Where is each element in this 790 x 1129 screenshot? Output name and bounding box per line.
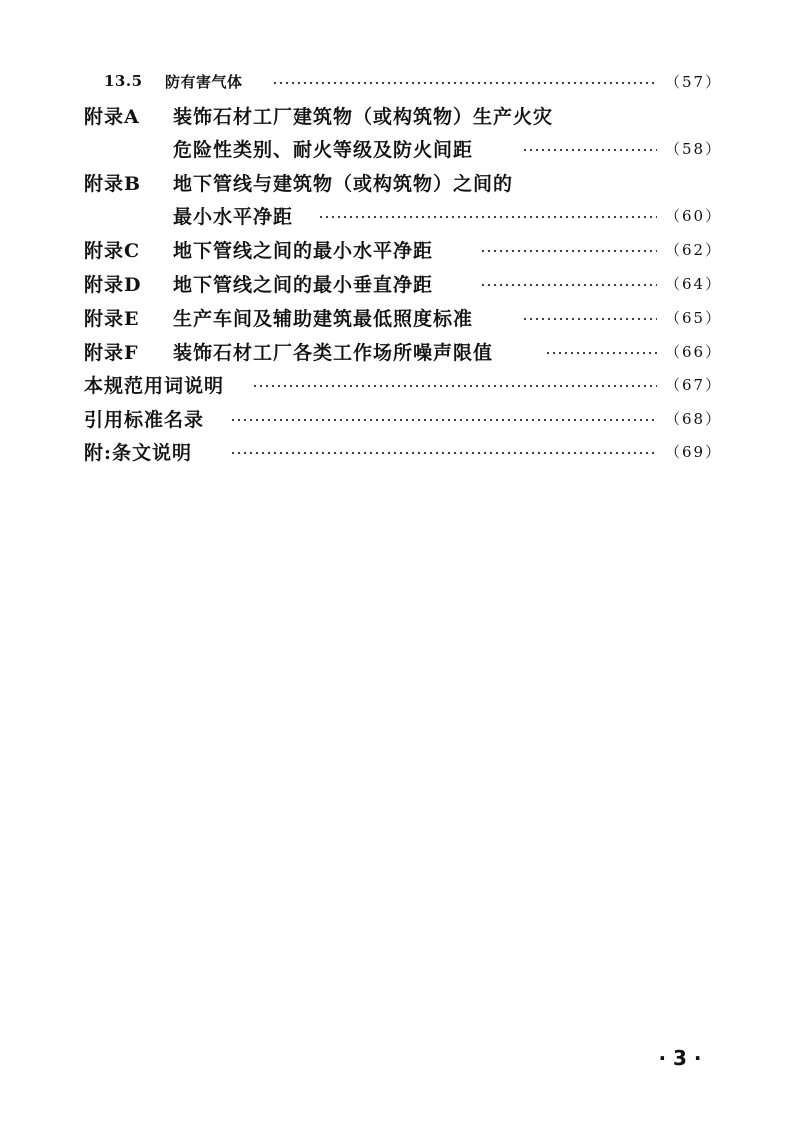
- dot-leader: [522, 149, 657, 151]
- dot-leader: [272, 82, 657, 84]
- toc-entry-title: 地下管线之间的最小垂直净距: [173, 273, 434, 296]
- toc-entry-label: 附录A: [84, 105, 140, 128]
- toc-entry-appendix-d[interactable]: [0, 268, 790, 298]
- toc-page-number: （58）: [665, 139, 723, 158]
- toc-entry-appendix-b-cont[interactable]: [0, 200, 790, 230]
- toc-entry-title: 本规范用词说明: [84, 374, 225, 397]
- toc-entry-label: 附录B: [84, 172, 142, 195]
- dot-leader: [252, 385, 657, 387]
- toc-entry-title: 引用标准名录: [84, 408, 205, 431]
- toc-entry-appendix-c[interactable]: [0, 234, 790, 264]
- dot-leader: [480, 284, 657, 286]
- dot-leader: [318, 216, 657, 218]
- dot-leader: [230, 419, 657, 421]
- toc-page-number: （69）: [665, 442, 723, 461]
- toc-page-number: （66）: [665, 342, 723, 361]
- toc-entry-explanation[interactable]: [0, 436, 790, 466]
- dot-leader: [230, 452, 657, 454]
- toc-entry-appendix-a-cont[interactable]: [0, 133, 790, 163]
- toc-entry-title: 地下管线与建筑物（或构筑物）之间的: [173, 172, 514, 195]
- toc-entry-label: 附录F: [84, 341, 139, 364]
- toc-entry-referenced-standards[interactable]: [0, 403, 790, 433]
- toc-page-number: （65）: [665, 308, 723, 327]
- toc-entry-title: 生产车间及辅助建筑最低照度标准: [173, 307, 474, 330]
- toc-entry-appendix-e[interactable]: [0, 302, 790, 332]
- toc-page-number: （60）: [665, 206, 723, 225]
- toc-entry-appendix-a[interactable]: [0, 100, 790, 130]
- dot-leader: [522, 318, 657, 320]
- toc-entry-appendix-f[interactable]: [0, 336, 790, 366]
- dot-leader: [480, 250, 657, 252]
- toc-page-number: （67）: [665, 375, 723, 394]
- toc-entry-label: 附录D: [84, 273, 142, 296]
- toc-page-number: （64）: [665, 274, 723, 293]
- toc-entry-13-5[interactable]: [0, 66, 790, 96]
- toc-page-number: （68）: [665, 409, 723, 428]
- toc-entry-title: 地下管线之间的最小水平净距: [173, 239, 434, 262]
- toc-entry-appendix-b[interactable]: [0, 167, 790, 197]
- toc-entry-title: 装饰石材工厂建筑物（或构筑物）生产火灾: [173, 105, 554, 128]
- toc-entry-number: 13.5: [104, 72, 143, 90]
- toc-entry-title: 附:条文说明: [84, 441, 193, 464]
- toc-entry-label: 附录E: [84, 307, 140, 330]
- toc-entry-terminology[interactable]: [0, 369, 790, 399]
- toc-entry-title: 防有害气体: [165, 72, 243, 91]
- toc-entry-title: 最小水平净距: [173, 205, 294, 228]
- toc-page-number: （57）: [665, 72, 723, 91]
- toc-entry-title: 危险性类别、耐火等级及防火间距: [173, 138, 474, 161]
- toc-entry-label: 附录C: [84, 239, 141, 262]
- toc-entry-title: 装饰石材工厂各类工作场所噪声限值: [173, 341, 494, 364]
- dot-leader: [545, 352, 657, 354]
- toc-page-number: （62）: [665, 240, 723, 259]
- page-number-footer: · 3 ·: [658, 1046, 702, 1070]
